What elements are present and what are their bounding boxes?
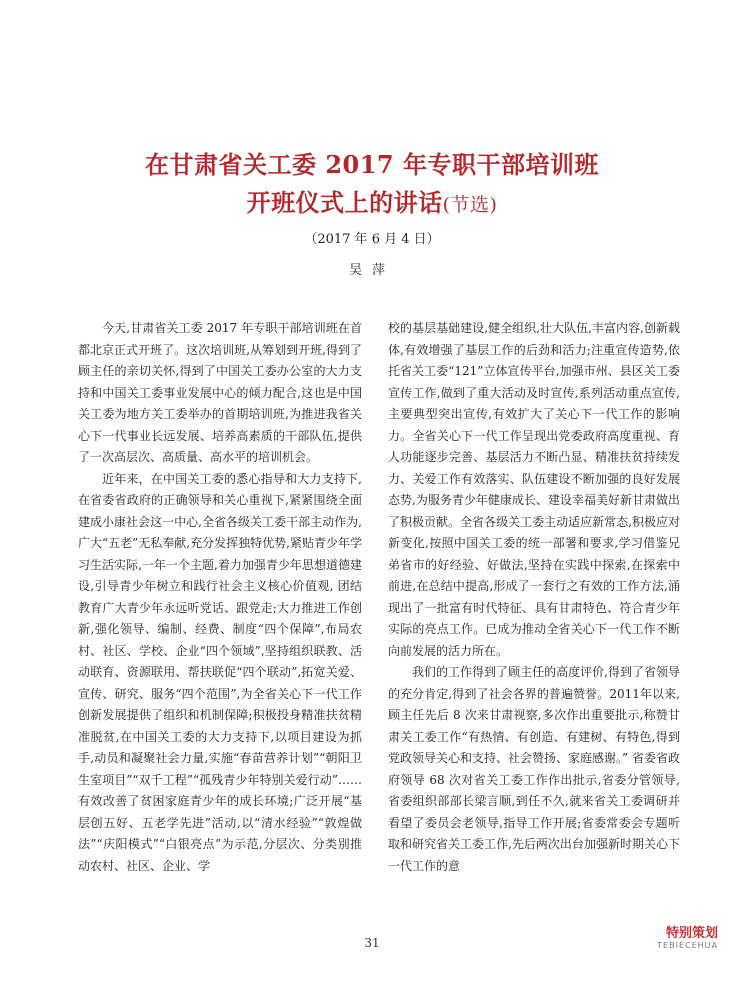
left-column bbox=[78, 318, 362, 877]
page-number: 31 bbox=[364, 936, 380, 950]
paragraph-continued: 校的基层基础建设,健全组织,壮大队伍,丰富内容,创新载体,有效增强了基层工作的后劲和活力;注重宣传造势,依托省关工委“121”立体宣传平台,加强市州、县区关工委宣传工作,做到了重大活动及时宣传,系列活动重点宣传,主要典型突出宣传,有效扩大了关心下一代工作的影响力。全省关心下一代工作呈现出党委政府高度重视、育人功能逐步完善、基层活力不断凸显、精准扶贫持续发力、关爱工作有效落实、队伍建设不断加强的良好发展态势,为服务青少年健康成长、建设幸福美好新甘肃做出了积极贡献。全省各级关工委主动适应新常态,积极应对新变化,按照中国关工委的统一部署和要求,学习借鉴兄弟省市的好经验、好做法,坚持在实践中探索,在探索中前进,在总结中提高,形成了一套行之有效的工作方法,涌现出了一批富有时代特征、具有甘肃特色、符合青少年实际的亮点工作。已成为推动全省关心下一代工作不断向前发展的活力所在。 bbox=[388, 321, 680, 658]
speech-date: （2017 年 6 月 4 日） bbox=[304, 232, 440, 247]
paragraph: 今天,甘肃省关工委 2017 年专职干部培训班在首都北京正式开班了。这次培训班,从筹划到开班,得到了顾主任的亲切关怀,得到了中国关工委办公室的大力支持和中国关工委事业发展中心的倾力配合,这也是中国关工委为地方关工委举办的首期培训班,为推进我省关心下一代事业长远发展、培养高素质的干部队伍,提供了一次高层次、高质量、高水平的培训机会。 bbox=[78, 321, 362, 464]
right-column bbox=[388, 318, 680, 877]
author-name: 吴萍 bbox=[348, 263, 395, 278]
title-line-2-main: 开班仪式上的讲话 bbox=[246, 188, 443, 217]
section-tag-cn: 特别策划 bbox=[665, 926, 718, 941]
section-tag bbox=[657, 922, 718, 950]
title-line-1: 在甘肃省关工委 2017 年专职干部培训班 bbox=[144, 150, 599, 179]
section-tag-en: TEBIECEHUA bbox=[657, 941, 718, 950]
title-suffix: (节选) bbox=[442, 194, 498, 216]
title-line-2 bbox=[0, 184, 744, 224]
paragraph: 我们的工作得到了顾主任的高度评价,得到了省领导的充分肯定,得到了社会各界的普遍赞誉。2011年以来,顾主任先后 8 次来甘肃视察,多次作出重要批示,称赞甘肃关工委工作“有热情、有创造、有建树、有特色,得到党政领导关心和支持、社会赞扬、家庭感谢。” 省委省政府领导 68 次对省关工委工作作出批示,省委分管领导,省委组织部部长梁言顺,到任不久,就来省关工委调研并看望了委员会老领导,指导工作开展;省委常委会专题听取和研究省关工委工作,先后两次出台加强新时期关心下一代工作的意 bbox=[388, 665, 680, 873]
paragraph: 近年来，在中国关工委的悉心指导和大力支持下,在省委省政府的正确领导和关心重视下,紧紧围绕全面建成小康社会这一中心,全省各级关工委干部主动作为,广大“五老”无私奉献,充分发挥独特优势,紧贴青少年学习生活实际,一年一个主题,着力加强青少年思想道德建设,引导青少年树立和践行社会主义核心价值观, 团结教育广大青少年永远听党话、跟党走;大力推进工作创新,强化领导、编制、经费、制度“四个保障”,布局农村、社区、学校、企业“四个领域”,坚持组织联教、活动联育、资源联用、帮扶联促“四个联动”,拓宽关爱、宣传、研究、服务“四个范围”,为全省关心下一代工作创新发展提供了组织和机制保障;积极投身精准扶贫精准脱贫,在中国关工委的大力支持下,以项目建设为抓手,动员和凝聚社会力量,实施“春苗营养计划”“朝阳卫生室项目”“双千工程”“孤残青少年特别关爱行动”……有效改善了贫困家庭青少年的成长环境;广泛开展“基层创五好、五老学先进”活动,以“清水经验”“敦煌做法”“庆阳模式”“白银亮点”为示范,分层次、分类别推动农村、社区、企业、学 bbox=[78, 471, 362, 873]
article-title bbox=[0, 146, 744, 224]
